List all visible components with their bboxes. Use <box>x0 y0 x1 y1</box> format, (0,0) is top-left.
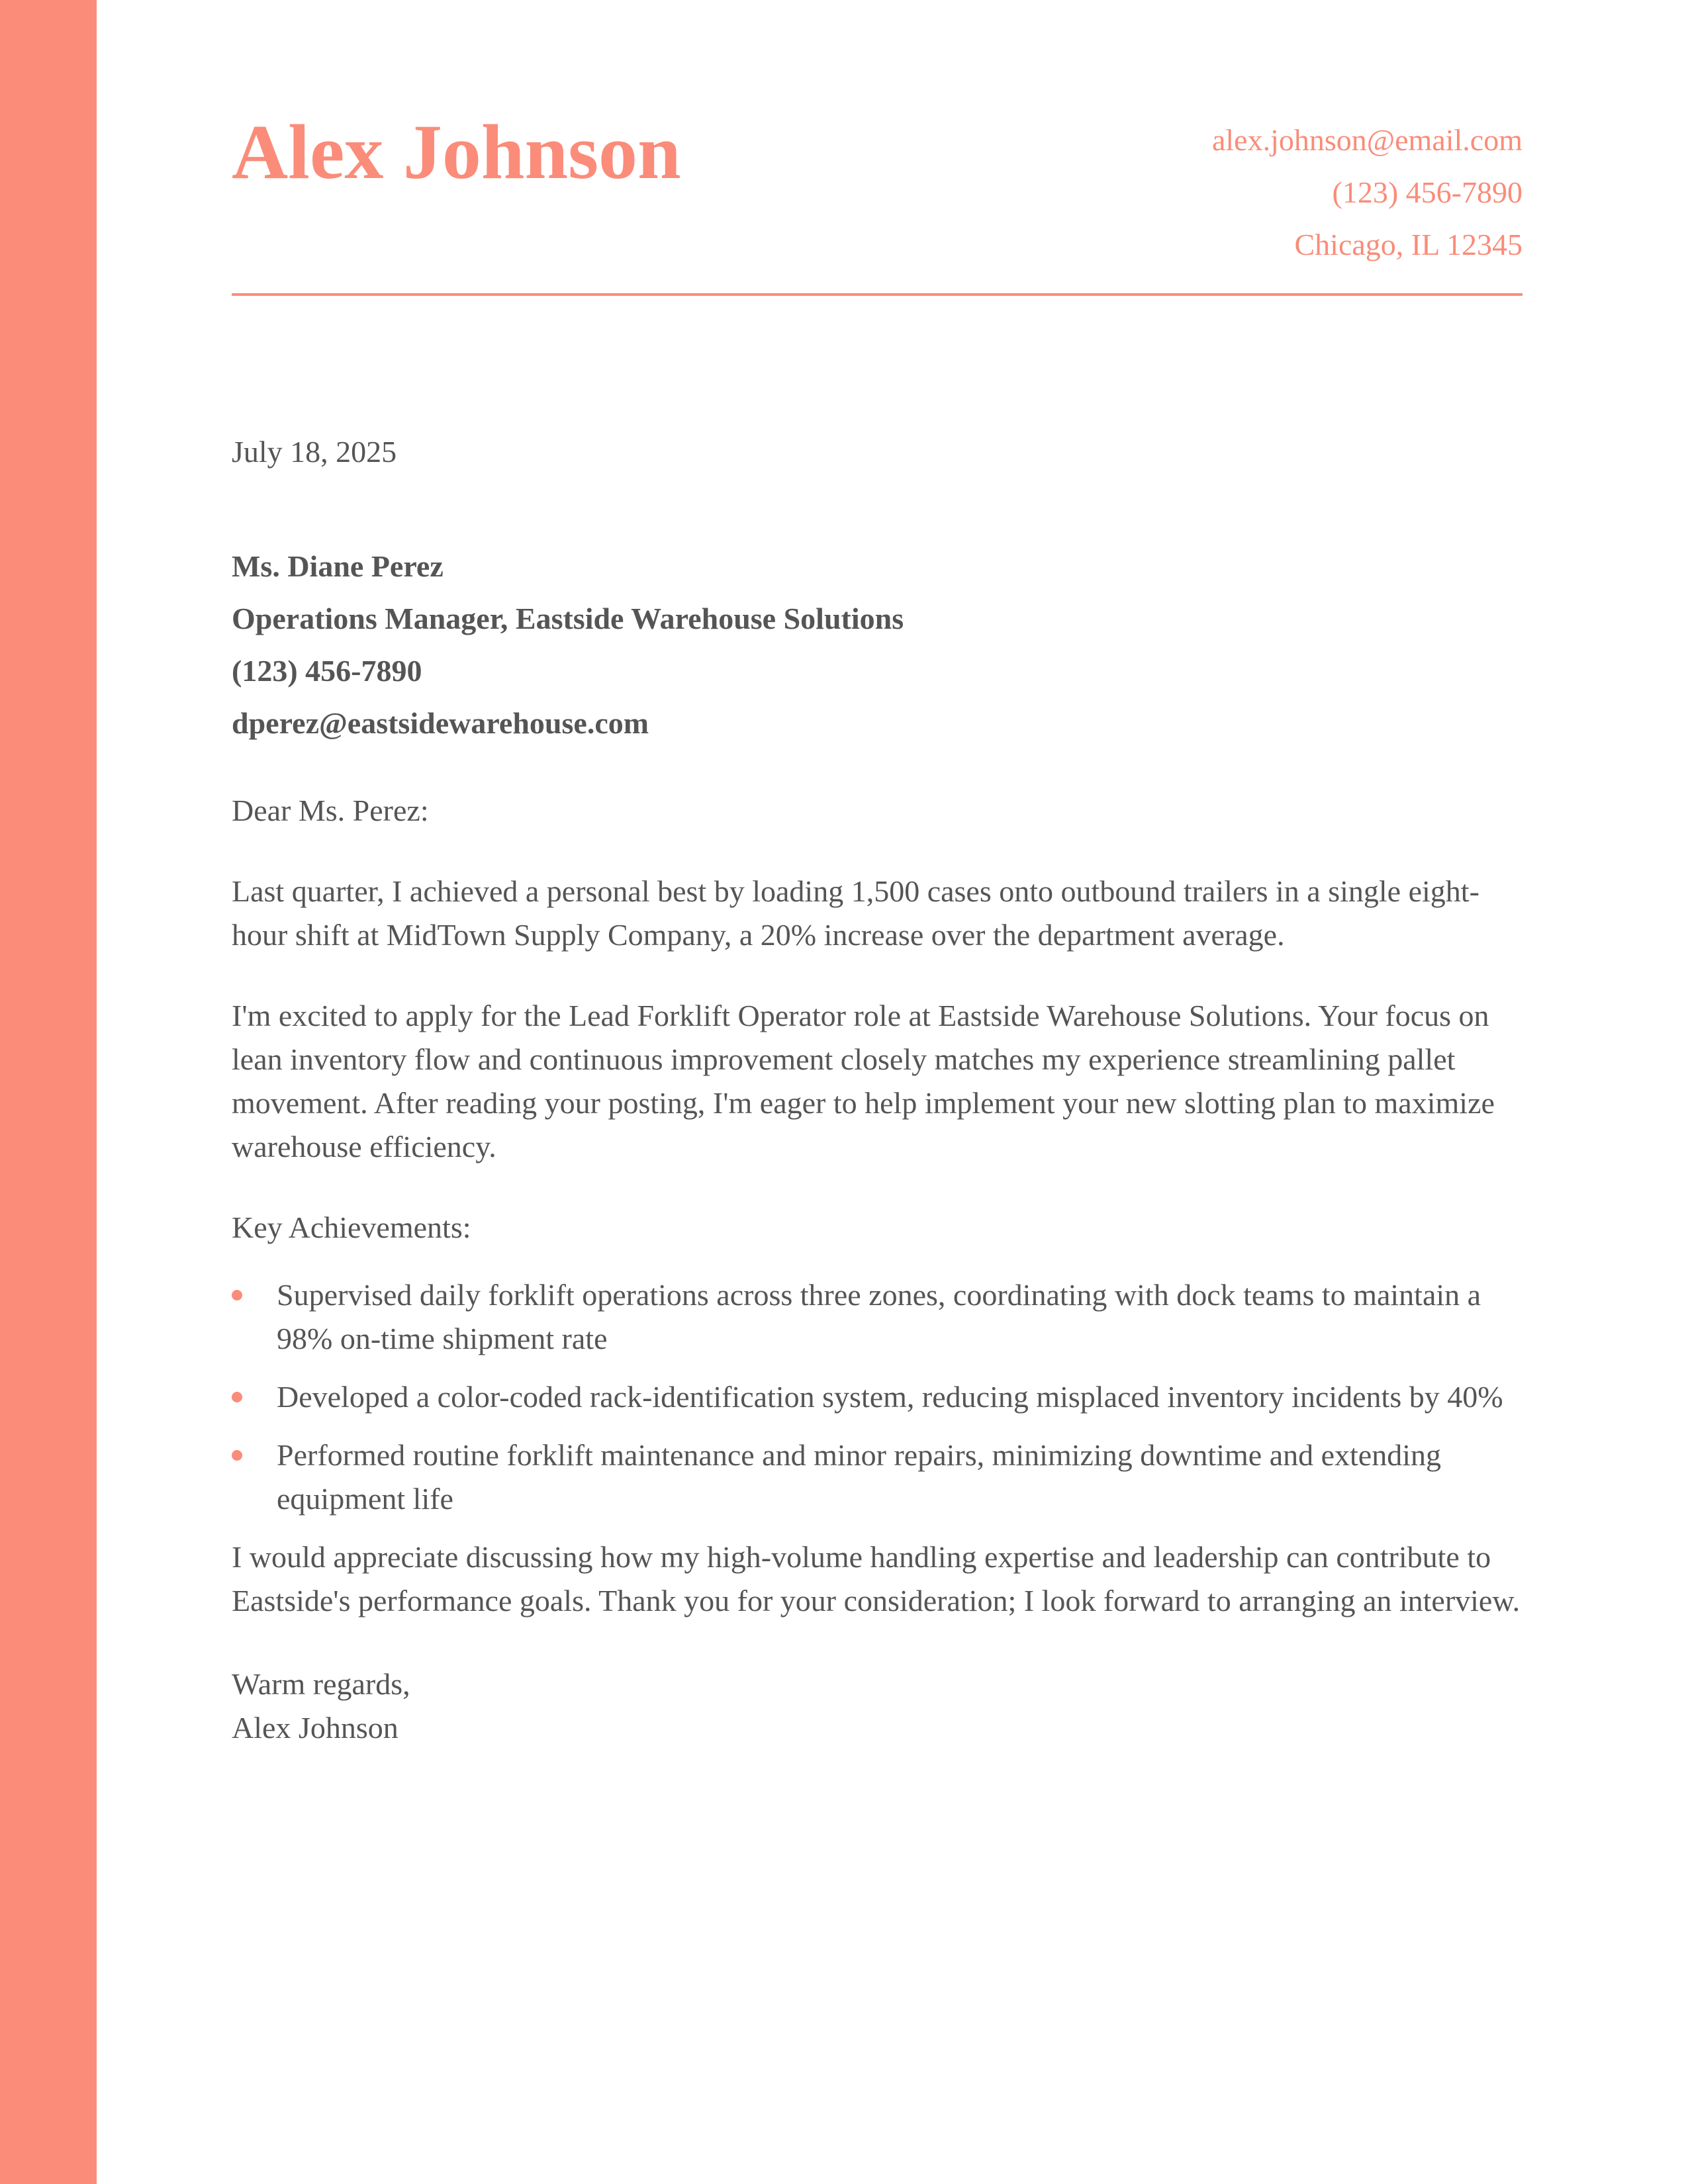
salutation: Dear Ms. Perez: <box>232 794 429 827</box>
recipient-phone: (123) 456-7890 <box>232 654 422 688</box>
interest-paragraph: I'm excited to apply for the Lead Forklift Operator role at Eastside Warehouse Solutions. Your focus on lean inventory flow and continuous improvement closely matches my experience streamlining pallet movement. After reading your posting, I'm eager to help implement your new slotting plan to maximize warehouse efficiency. <box>232 999 1495 1163</box>
sender-name: Alex Johnson <box>232 109 681 195</box>
list-item <box>232 1273 1523 1361</box>
bullet-icon <box>232 1392 242 1402</box>
signature-name: Alex Johnson <box>232 1711 399 1745</box>
achievement-text: Developed a color-coded rack-identification system, reducing misplaced inventory incidents by 40% <box>277 1380 1503 1414</box>
closing-phrase: Warm regards, <box>232 1667 410 1701</box>
sender-contact <box>1212 114 1523 271</box>
bullet-icon <box>232 1450 242 1461</box>
header-divider <box>232 293 1523 296</box>
recipient-block <box>232 540 1523 749</box>
letter-body <box>232 430 1523 1750</box>
closing-paragraph: I would appreciate discussing how my high-volume handling expertise and leadership can contribute to Eastside's performance goals. Thank you for your consideration; I look forward to arranging an interview. <box>232 1540 1521 1617</box>
accent-sidebar <box>0 0 97 2184</box>
list-item <box>232 1375 1523 1419</box>
letter-header <box>232 106 1523 298</box>
bullet-icon <box>232 1290 242 1300</box>
opening-paragraph: Last quarter, I achieved a personal best by loading 1,500 cases onto outbound trailers in a single eight-hour shift at MidTown Supply Company, a 20% increase over the department average. <box>232 874 1479 952</box>
achievements-list <box>232 1273 1523 1521</box>
cover-letter-page <box>232 0 1523 2184</box>
sender-location: Chicago, IL 12345 <box>1294 228 1523 261</box>
recipient-name: Ms. Diane Perez <box>232 549 444 583</box>
sender-email: alex.johnson@email.com <box>1211 123 1523 157</box>
letter-date: July 18, 2025 <box>232 435 397 469</box>
achievements-heading: Key Achievements: <box>232 1210 471 1244</box>
achievement-text: Supervised daily forklift operations across three zones, coordinating with dock teams to maintain a 98% on-time shipment rate <box>277 1278 1481 1355</box>
signoff-block <box>232 1662 1523 1750</box>
sender-phone: (123) 456-7890 <box>1332 175 1523 209</box>
achievement-text: Performed routine forklift maintenance and minor repairs, minimizing downtime and extending equipment life <box>277 1438 1442 1516</box>
recipient-title: Operations Manager, Eastside Warehouse Solutions <box>232 602 904 635</box>
list-item <box>232 1433 1523 1521</box>
recipient-email: dperez@eastsidewarehouse.com <box>232 706 649 740</box>
